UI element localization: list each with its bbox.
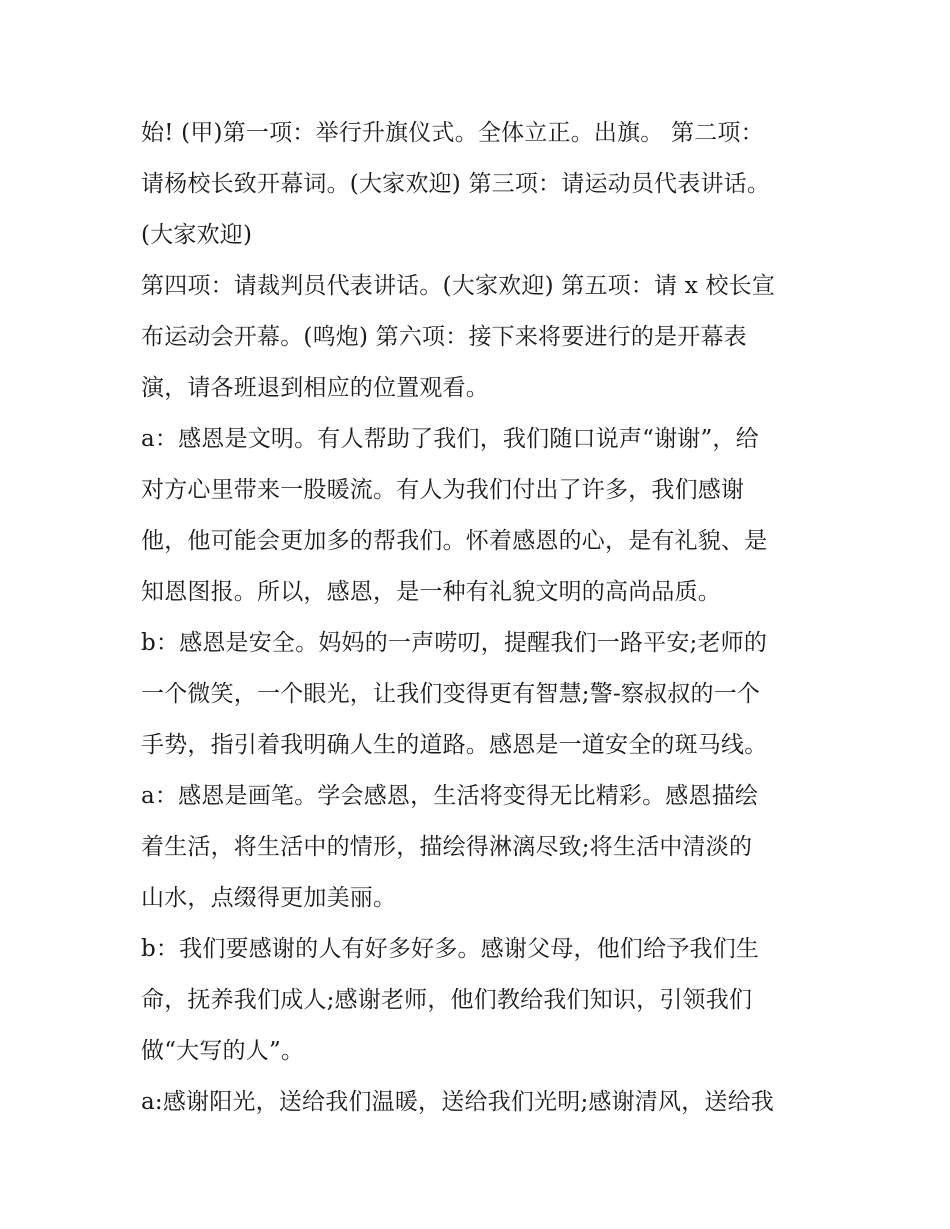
text-line: 知恩图报。所以，感恩，是一种有礼貌文明的高尚品质。 bbox=[141, 579, 721, 605]
text-line: a:感谢阳光，送给我们温暖，送给我们光明;感谢清风，送给我 bbox=[141, 1089, 775, 1115]
text-line: a：感恩是画笔。学会感恩，生活将变得无比精彩。感恩描绘 bbox=[141, 783, 759, 809]
text-line: b：我们要感谢的人有好多好多。感谢父母，他们给予我们生 bbox=[141, 936, 760, 962]
document-body bbox=[141, 108, 821, 1128]
text-line: 山水，点缀得更加美丽。 bbox=[141, 885, 397, 911]
text-line: 布运动会开幕。(鸣炮) 第六项：接下来将要进行的是开幕表 bbox=[141, 324, 747, 350]
text-line: 演，请各班退到相应的位置观看。 bbox=[141, 375, 489, 401]
text-line: b：感恩是安全。妈妈的一声唠叨，提醒我们一路平安;老师的 bbox=[141, 630, 768, 656]
text-line: 手势，指引着我明确人生的道路。感恩是一道安全的斑马线。 bbox=[141, 732, 768, 758]
text-line: 始! (甲)第一项：举行升旗仪式。全体立正。出旗。 第二项： bbox=[141, 120, 764, 146]
text-line: 第四项：请裁判员代表讲话。(大家欢迎) 第五项：请 x 校长宣 bbox=[141, 273, 776, 299]
text-line: 他，他可能会更加多的帮我们。怀着感恩的心，是有礼貌、是 bbox=[141, 528, 768, 554]
text-line: a：感恩是文明。有人帮助了我们，我们随口说声“谢谢”，给 bbox=[141, 426, 759, 452]
text-line: 请杨校长致开幕词。(大家欢迎) 第三项：请运动员代表讲话。 bbox=[141, 171, 771, 197]
text-line: 着生活，将生活中的情形，描绘得淋漓尽致;将生活中清淡的 bbox=[141, 834, 753, 860]
text-line: 一个微笑，一个眼光，让我们变得更有智慧;警-察叔叔的一个 bbox=[141, 681, 761, 707]
text-line: 对方心里带来一股暖流。有人为我们付出了许多，我们感谢 bbox=[141, 477, 745, 503]
text-line: 做“大写的人”。 bbox=[141, 1038, 305, 1064]
text-line: (大家欢迎) bbox=[141, 222, 253, 248]
text-line: 命，抚养我们成人;感谢老师，他们教给我们知识，引领我们 bbox=[141, 987, 753, 1013]
